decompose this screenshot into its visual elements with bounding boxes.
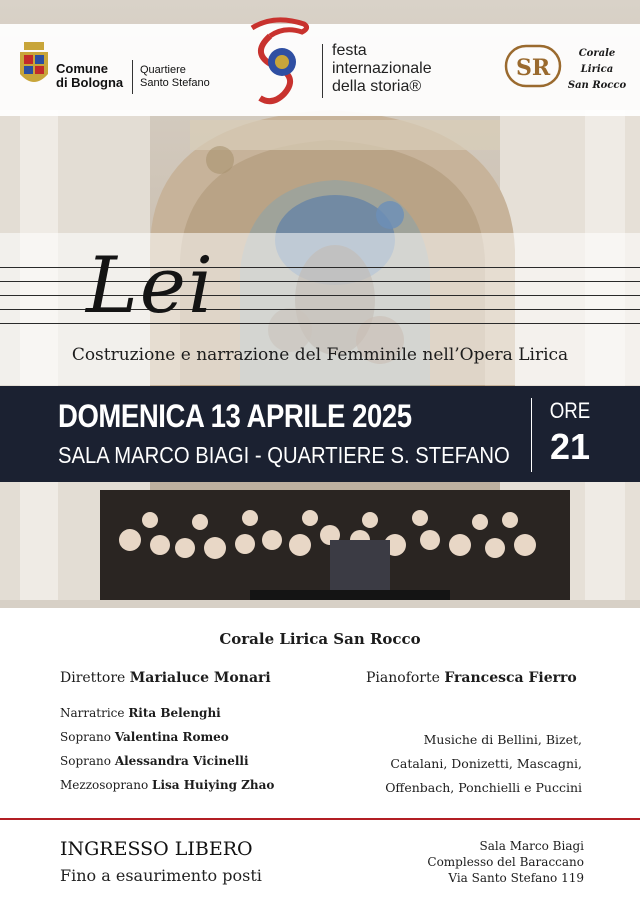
comune-name: Comune di Bologna <box>56 61 124 90</box>
divider <box>0 818 640 820</box>
time-label: ORE <box>549 398 591 423</box>
availability-note: Fino a esaurimento posti <box>60 866 262 885</box>
corale-san-rocco-logo-icon <box>504 44 562 88</box>
bologna-coat-of-arms-icon <box>16 40 52 92</box>
piano-name: Francesca Fierro <box>444 670 577 686</box>
divider <box>322 44 323 98</box>
choir-name: Corale Lirica San Rocco <box>219 630 421 648</box>
event-time: 21 <box>549 426 591 467</box>
corale-logo-name: Corale Lirica San Rocco <box>567 48 627 91</box>
logo-bar <box>0 24 640 116</box>
event-venue: SALA MARCO BIAGI - QUARTIERE S. STEFANO <box>58 442 510 468</box>
cast-row: Soprano Valentina Romeo <box>60 730 229 744</box>
quartiere-name: Quartiere Santo Stefano <box>140 64 210 89</box>
composers-list: Musiche di Bellini, Bizet, Catalani, Donizetti, Mascagni, Offenbach, Ponchielli e Puccini <box>385 732 582 795</box>
divider <box>132 60 133 94</box>
free-entry-label: INGRESSO LIBERO <box>60 838 253 860</box>
corale-logo-letters: SR <box>516 55 551 81</box>
cast-row: Soprano Alessandra Vicinelli <box>60 754 249 768</box>
divider <box>531 398 532 472</box>
venue-address: Sala Marco Biagi Complesso del Baraccano Via Santo Stefano 119 <box>427 839 584 885</box>
cast-row: Mezzosoprano Lisa Huiying Zhao <box>60 778 275 792</box>
event-title: Lei <box>86 241 215 331</box>
director-credit <box>60 670 271 686</box>
director-name: Marialuce Monari <box>129 670 271 686</box>
cast-list <box>60 704 360 800</box>
festa-storia-logo-icon <box>244 14 320 112</box>
festa-internazionale-title: festa internazionale della storia® <box>332 42 432 95</box>
director-role: Direttore <box>60 670 126 686</box>
piano-credit <box>366 670 577 686</box>
cast-row: Narratrice Rita Belenghi <box>60 706 221 720</box>
piano-role: Pianoforte <box>366 670 440 686</box>
event-subtitle: Costruzione e narrazione del Femminile nell’Opera Lirica <box>71 345 569 365</box>
event-date: DOMENICA 13 APRILE 2025 <box>58 398 412 434</box>
